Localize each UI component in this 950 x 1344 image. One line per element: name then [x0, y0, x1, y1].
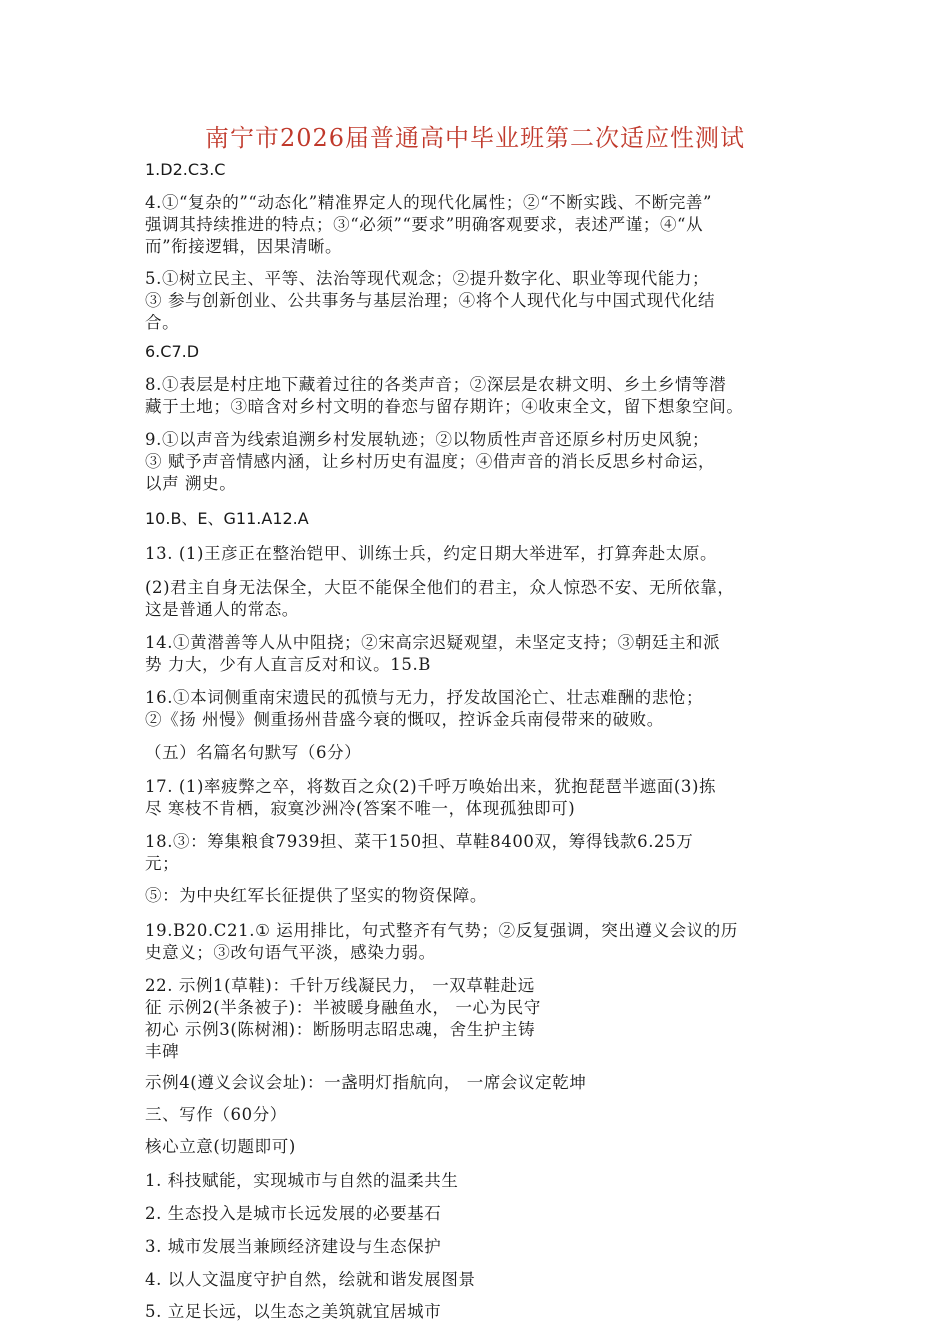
answer-line: 14.①黄潜善等人从中阻挠；②宋高宗迟疑观望，未坚定支持；③朝廷主和派 [145, 633, 721, 652]
answer-line: 强调其持续推进的特点；③“必须”“要求”明确客观要求，表述严谨；④“从 [145, 215, 704, 234]
answer-line: 17. (1)率疲弊之卒，将数百之众(2)千呼万唤始出来，犹抱琵琶半遮面(3)拣 [145, 777, 717, 796]
page-title: 南宁市2026届普通高中毕业班第二次适应性测试 [204, 124, 746, 152]
answer-line: 10.B、E、G11.A12.A [145, 509, 309, 528]
answer-line: 5.①树立民主、平等、法治等现代观念；②提升数字化、职业等现代能力； [145, 269, 710, 288]
answer-line: 13. (1)王彦正在整治铠甲、训练士兵，约定日期大举进军，打算奔赴太原。 [145, 544, 718, 563]
answer-line: 合。 [145, 313, 180, 332]
answer-line: 藏于土地；③暗含对乡村文明的眷恋与留存期许；④收束全文，留下想象空间。 [145, 397, 744, 416]
answer-line: 示例4(遵义会议会址)：一盏明灯指航向， 一席会议定乾坤 [145, 1073, 587, 1092]
answer-line: 丰碑 [145, 1042, 180, 1061]
answer-line: 19.B20.C21.① 运用排比，句式整齐有气势；②反复强调，突出遵义会议的历 [145, 921, 739, 940]
answer-line: ③ 赋予声音情感内涵，让乡村历史有温度；④借声音的消长反思乡村命运， [145, 452, 716, 471]
answer-line: 而”衔接逻辑，因果清晰。 [145, 237, 343, 256]
answer-line: 史意义；③改句语气平淡，感染力弱。 [145, 943, 436, 962]
answer-line: 18.③：筹集粮食7939担、菜干150担、草鞋8400双，筹得钱款6.25万 [145, 832, 694, 851]
answer-line: 核心立意(切题即可) [145, 1137, 296, 1156]
answer-line: 征 示例2(半条被子)：半被暖身融鱼水， 一心为民守 [145, 998, 541, 1017]
answer-line: ②《扬 州慢》侧重扬州昔盛今衰的慨叹，控诉金兵南侵带来的破败。 [145, 710, 664, 729]
answer-line: 9.①以声音为线索追溯乡村发展轨迹；②以物质性声音还原乡村历史风貌； [145, 430, 710, 449]
answer-line: 尽 寒枝不肯栖，寂寞沙洲冷(答案不唯一，体现孤独即可) [145, 799, 576, 818]
answer-line: 初心 示例3(陈树湘)：断肠明志昭忠魂，舍生护主铸 [145, 1020, 536, 1039]
answer-line: ⑤：为中央红军长征提供了坚实的物资保障。 [145, 886, 487, 905]
answer-line: ③ 参与创新创业、公共事务与基层治理；④将个人现代化与中国式现代化结 [145, 291, 716, 310]
answer-line: 6.C7.D [145, 342, 200, 361]
answer-line: 势 力大，少有人直言反对和议。15.B [145, 655, 432, 674]
theme-item: 2. 生态投入是城市长远发展的必要基石 [145, 1204, 442, 1223]
answer-line: 8.①表层是村庄地下藏着过往的各类声音；②深层是农耕文明、乡土乡情等潜 [145, 375, 727, 394]
theme-item: 1. 科技赋能，实现城市与自然的温柔共生 [145, 1171, 459, 1190]
theme-item: 5. 立足长远，以生态之美筑就宜居城市 [145, 1302, 442, 1321]
answer-line: (2)君主自身无法保全，大臣不能保全他们的君主，众人惊恐不安、无所依靠， [145, 578, 735, 597]
answer-line: 以声 溯史。 [145, 474, 237, 493]
answer-line: 元； [145, 854, 180, 873]
answer-line: 22. 示例1(草鞋)：千针万线凝民力， 一双草鞋赴远 [145, 976, 535, 995]
section-heading: 三、写作（60分） [145, 1105, 287, 1124]
answer-line: 16.①本词侧重南宋遗民的孤愤与无力，抒发故国沦亡、壮志难酬的悲怆； [145, 688, 704, 707]
answer-line: 4.①“复杂的”“动态化”精准界定人的现代化属性；②“不断实践、不断完善” [145, 193, 713, 212]
theme-item: 4. 以人文温度守护自然，绘就和谐发展图景 [145, 1270, 476, 1289]
answer-line: 这是普通人的常态。 [145, 600, 299, 619]
theme-item: 3. 城市发展当兼顾经济建设与生态保护 [145, 1237, 442, 1256]
section-heading: （五）名篇名句默写（6分） [145, 743, 362, 762]
answer-line: 1.D2.C3.C [145, 160, 226, 179]
